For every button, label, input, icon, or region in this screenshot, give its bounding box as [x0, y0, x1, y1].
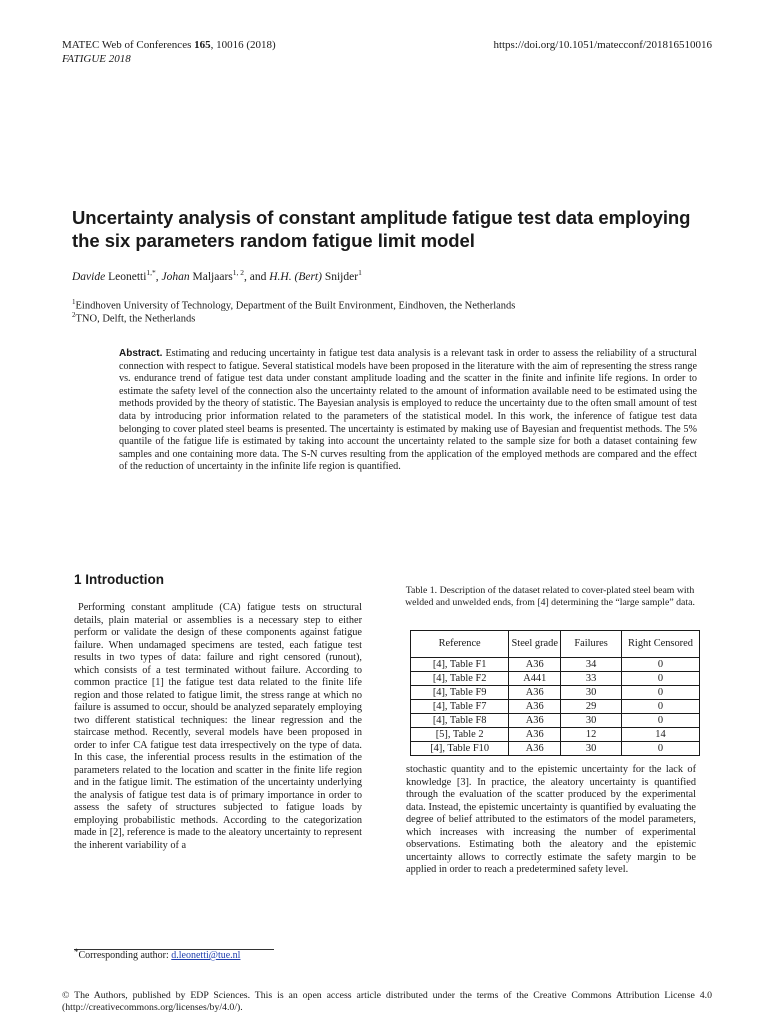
journal-volume: 165 [194, 39, 211, 51]
table-row [411, 742, 700, 756]
abstract-label: Abstract. [119, 348, 163, 359]
table-cell: A36 [509, 686, 561, 700]
table-cell: A36 [509, 714, 561, 728]
table-cell: 14 [621, 728, 699, 742]
table-row [411, 672, 700, 686]
journal-name: MATEC Web of Conferences [62, 39, 195, 51]
body-text-left: Performing constant amplitude (CA) fatigue tests on structural details, plain material or assemblies is a necessary step to either perform or validate the design of these components against fatigue failure. When undamaged specimens are tested, each fatigue test results in two types of data: failure and right censored (runout), which consists of a test terminated without failure. According to common practice [1] the fatigue test data related to the finite life region and those related to fatigue limit, the stress range at which no failure is assumed to occur, should be analyzed separately employing two different statistical techniques: the linear regression and the staircase method. Recently, several models have been proposed in order to infer CA fatigue test data irrespectively on the type of data. In this case, the inferential process results in the estimation of the parameters related to the location and scatter in the finite life region and in the fatigue limit. The estimation of the uncertainty underlying the analysis of fatigue test data is of primary importance in order to assess the safety of structures subjected to fatigue loads by employing probabilistic methods. According to the categorization made in [2], reference is made to the aleatory uncertainty to represent the inherent variability of a [74, 602, 362, 851]
table-cell: 0 [621, 700, 699, 714]
dataset-table [410, 630, 700, 756]
table-cell: A36 [509, 728, 561, 742]
table-cell: 0 [621, 714, 699, 728]
table-cell: [4], Table F10 [411, 742, 509, 756]
footnote-label: Corresponding author: [78, 950, 172, 961]
paper-title: Uncertainty analysis of constant amplitude fatigue test data employing the six parameters random fatigue limit model [72, 207, 691, 251]
table-header-row [411, 631, 700, 658]
table-cell: 30 [561, 714, 622, 728]
doi-link[interactable]: https://doi.org/10.1051/matecconf/201816510016 [493, 39, 712, 51]
conference-name: FATIGUE 2018 [62, 53, 131, 65]
table-cell: 29 [561, 700, 622, 714]
table-cell: 30 [561, 686, 622, 700]
corresponding-author-footnote [74, 947, 241, 961]
author-list [72, 268, 697, 283]
table-row [411, 686, 700, 700]
author-3: H.H. (Bert) Snijder$^1$ [269, 268, 362, 283]
table-cell: 0 [621, 742, 699, 756]
table-header-cell: Reference [411, 631, 509, 658]
table-cell: 0 [621, 686, 699, 700]
author-1: Davide Leonetti$^{1,*}$, [72, 268, 162, 283]
table-cell: [4], Table F1 [411, 658, 509, 672]
license-notice: © The Authors, published by EDP Sciences. This is an open access article distributed under the terms of the Creative Commons Attribution License 4.0 (http://creativecommons.org/licenses/by/4.0/). [62, 990, 712, 1013]
table-cell: 30 [561, 742, 622, 756]
table-cell: A36 [509, 742, 561, 756]
table-cell: [5], Table 2 [411, 728, 509, 742]
table-caption: Table 1. Description of the dataset related to cover-plated steel beam with welded and unwelded ends, from [4] determining the “large sample” data. [405, 585, 695, 608]
table-header-cell: Steel grade [509, 631, 561, 658]
table-row [411, 658, 700, 672]
section-heading: 1 Introduction [74, 572, 164, 587]
footnote-mark: * [74, 947, 79, 957]
table-header-cell: Right Censored [621, 631, 699, 658]
table-cell: 33 [561, 672, 622, 686]
table-row [411, 700, 700, 714]
body-text-right: stochastic quantity and to the epistemic uncertainty for the lack of knowledge [3]. In practice, the aleatory uncertainty is quantified through the evaluation of the scatter produced by the experimental data. Instead, the epistemic uncertainty is quantified by evaluating the degree of belief attributed to the estimators of the model parameters, which increases with increasing the number of experimental observations. Estimating both the aleatory and the epistemic uncertainty allows to correctly estimate the safety margin to be applied in order to reach a predetermined safety level. [406, 764, 696, 875]
affiliation-2: $^2$TNO, Delft, the Netherlands [72, 311, 196, 325]
author-email-link[interactable]: d.leonetti@tue.nl [171, 950, 241, 961]
table-cell: A36 [509, 700, 561, 714]
table-cell: A36 [509, 658, 561, 672]
table-cell: A441 [509, 672, 561, 686]
table-cell: 12 [561, 728, 622, 742]
running-header-journal [62, 38, 422, 66]
affiliation-1: $^1$Eindhoven University of Technology, Department of the Built Environment, Eindhoven, the Netherlands [72, 298, 516, 312]
table-cell: [4], Table F8 [411, 714, 509, 728]
table-row [411, 714, 700, 728]
table-cell: [4], Table F7 [411, 700, 509, 714]
table-cell: [4], Table F2 [411, 672, 509, 686]
abstract-text: Estimating and reducing uncertainty in fatigue test data analysis is a relevant task in order to assess the reliability of a structural connection with respect to fatigue. Several statistical models have been proposed in the literature with the aim of representing the stress range vs. endurance trend of fatigue test data under constant amplitude loading and the scatter in the finite and infinite life regions. In order to estimate the safety level of the connection also the uncertainty related to the amount of information available need to be estimated using the methods provided by the theory of statistic. The Bayesian analysis is employed to reduce the uncertainty due to the often small amount of test data by introducing prior information related to the parameters of the statistical model. In this work, the inference of fatigue test data belonging to cover plated steel beams is presented. The uncertainty is estimated by making use of Bayesian and frequentist methods. The 5% quantile of the fatigue life is estimated by taking into account the uncertainty related to the sample size for both a dataset containing few samples and one containing more data. The S-N curves resulting from the application of the employed methods are compared and the effect of the reduction of uncertainty in the infinite life region is quantified. [119, 348, 697, 473]
table-header-cell: Failures [561, 631, 622, 658]
article-number: , 10016 (2018) [210, 39, 276, 51]
table-cell: 0 [621, 672, 699, 686]
author-2: Johan Maljaars$^{1, 2}$, and [161, 268, 270, 283]
table-row [411, 728, 700, 742]
table-cell: [4], Table F9 [411, 686, 509, 700]
table-cell: 34 [561, 658, 622, 672]
abstract [119, 348, 697, 474]
table-cell: 0 [621, 658, 699, 672]
